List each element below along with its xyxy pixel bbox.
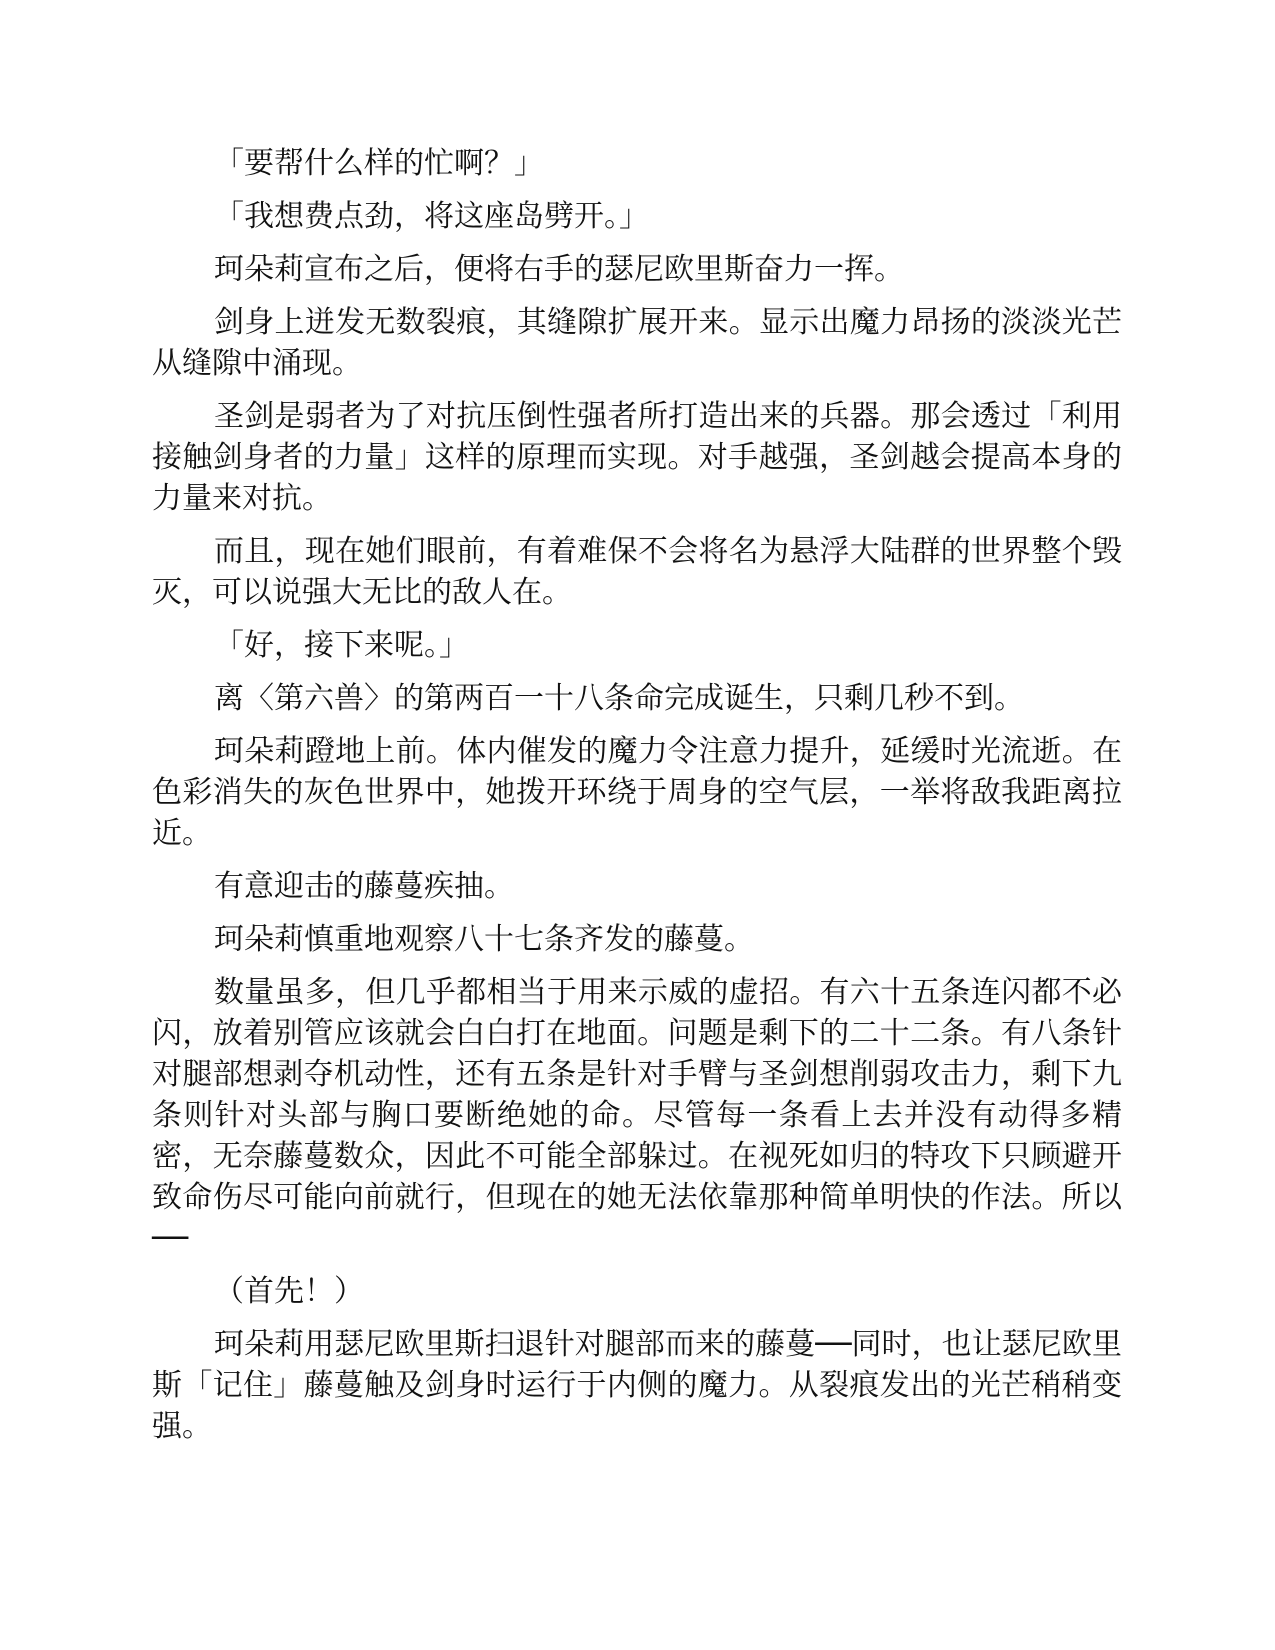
paragraph: 有意迎击的藤蔓疾抽。: [214, 869, 514, 904]
paragraph: 「要帮什么样的忙啊？」: [214, 146, 544, 181]
paragraph: 剑身上迸发无数裂痕，其缝隙扩展开来。显示出魔力昂扬的淡淡光芒从缝隙中涌现。: [152, 305, 1122, 381]
paragraph: 数量虽多，但几乎都相当于用来示威的虚招。有六十五条连闪都不必闪，放着别管应该就会白白打在地面。问题是剩下的二十二条。有八条针对腿部想剥夺机动性，还有五条是针对手臂与圣剑想削弱攻击力，剩下九条则针对头部与胸口要断绝她的命。尽管每一条看上去并没有动得多精密，无奈藤蔓数众，因此不可能全部躲过。在视死如归的特攻下只顾避开致命伤尽可能向前就行，但现在的她无法依靠那种简单明快的作法。所以──: [152, 975, 1122, 1256]
paragraph: 珂朵莉宣布之后，便将右手的瑟尼欧里斯奋力一挥。: [214, 252, 904, 287]
paragraph: 珂朵莉蹬地上前。体内催发的魔力令注意力提升，延缓时光流逝。在色彩消失的灰色世界中，她拨开环绕于周身的空气层，一举将敌我距离拉近。: [152, 734, 1122, 851]
body-text: [152, 143, 1122, 1459]
paragraph: 圣剑是弱者为了对抗压倒性强者所打造出来的兵器。那会透过「利用接触剑身者的力量」这样的原理而实现。对手越强，圣剑越会提高本身的力量来对抗。: [152, 399, 1122, 516]
paragraph: 「好，接下来呢。」: [214, 628, 469, 663]
paragraph: 珂朵莉用瑟尼欧里斯扫退针对腿部而来的藤蔓──同时，也让瑟尼欧里斯「记住」藤蔓触及剑身时运行于内侧的魔力。从裂痕发出的光芒稍稍变强。: [152, 1327, 1122, 1444]
paragraph: 「我想费点劲，将这座岛劈开。」: [214, 199, 649, 234]
paragraph: 离〈第六兽〉的第两百一十八条命完成诞生，只剩几秒不到。: [214, 681, 1024, 716]
paragraph: 珂朵莉慎重地观察八十七条齐发的藤蔓。: [214, 922, 754, 957]
paragraph: （首先！）: [214, 1274, 364, 1309]
paragraph: 而且，现在她们眼前，有着难保不会将名为悬浮大陆群的世界整个毁灭，可以说强大无比的敌人在。: [152, 534, 1122, 610]
